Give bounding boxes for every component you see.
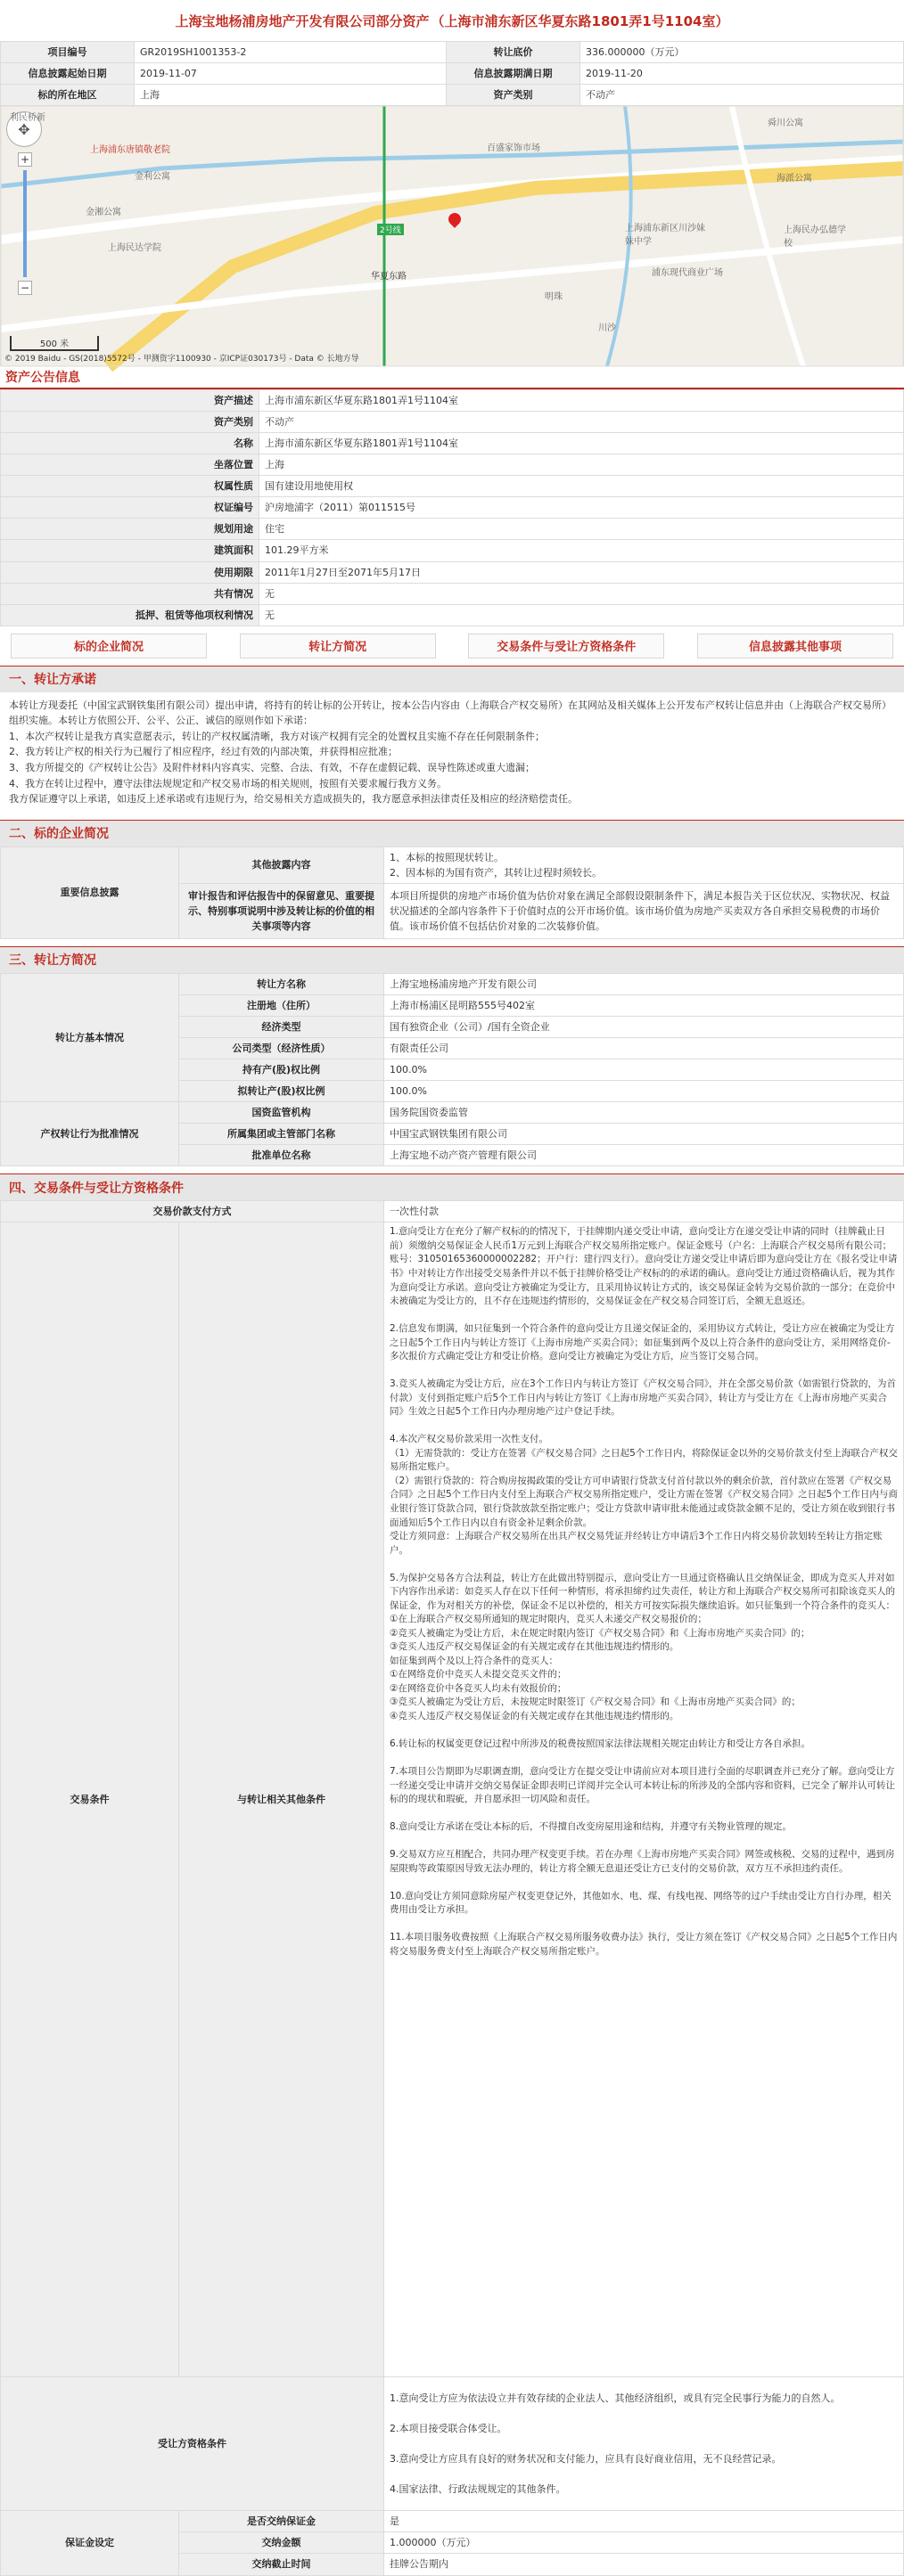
table-row [1,2511,904,2532]
table-row [1,846,904,883]
asset-field-value: 不动产 [259,412,904,433]
value-deposit-amount: 1.000000（万元） [384,2532,904,2554]
table-row [1,454,904,476]
transferor-field-value: 上海市杨浦区昆明路555号402室 [384,994,904,1016]
map-label: 金利公寓 [135,172,170,183]
label-trade-conditions: 交易条件 [1,1223,179,2377]
map-label: 利民桥新 [10,113,45,124]
asset-field-label: 共有情况 [1,583,259,604]
map-label: 金湘公寓 [86,208,121,218]
asset-info-table [0,389,904,626]
asset-section-title: 资产公告信息 [0,366,904,389]
table-row [1,433,904,454]
pan-control[interactable]: ✥ [6,111,42,147]
transferor-field-label: 注册地（住所） [179,994,384,1016]
label-region: 标的所在地区 [1,85,135,106]
table-row [1,85,904,106]
table-row [1,2377,904,2511]
map-label: 上海浦东新区川沙妹妹中学 [625,224,705,248]
value-base-price: 336.000000（万元） [580,42,904,63]
table-row [1,540,904,561]
transferor-field-value: 国有独资企业（公司）/国有全资企业 [384,1017,904,1038]
asset-field-value: 国有建设用地使用权 [259,476,904,497]
map-copyright: © 2019 Baidu - GS(2018)5572号 - 甲测资字1100930 - 京ICP证030173号 - Data © 长地方导 [4,355,359,364]
value-other-disclosure: 1、本标的按照现状转让。 2、因本标的为国有资产，其转让过程时须较长。 [384,846,904,883]
value-start-date: 2019-11-07 [135,63,447,85]
section-heading-conditions: 四、交易条件与受让方资格条件 [0,1174,904,1200]
value-audit-notes: 本项目所提供的房地产市场价值为估价对象在满足全部假设限制条件下，满足本报告关于区位状况、实物状况、权益状况描述的全部内容条件下于价值时点的公开市场价值。该市场价值为房地产买卖双方各自承担交易税费的市场价值。该市场价值不包括估价对象的二次装修价值。 [384,883,904,938]
asset-field-label: 坐落位置 [1,454,259,476]
map-label: 上海浦东唐镇敬老院 [90,145,170,156]
label-end-date: 信息披露期满日期 [447,63,580,85]
nav-tab-transferor[interactable]: 转让方简况 [240,634,436,658]
asset-field-value: 无 [259,604,904,626]
transferor-field-value: 国务院国资委监管 [384,1102,904,1124]
value-asset-type: 不动产 [580,85,904,106]
label-project-no: 项目编号 [1,42,135,63]
asset-field-label: 抵押、租赁等他项权利情况 [1,604,259,626]
table-row [1,604,904,626]
map-label: 2号线 [377,224,404,235]
title-address: （上海市浦东新区华夏东路1801弄1号1104室） [431,12,729,29]
promise-text: 本转让方现委托（中国宝武钢铁集团有限公司）提出申请，将持有的转让标的公开转让，按本公告内容由（上海联合产权交易所）在其网站及相关媒体上公开发布产权转让信息并由（上海联合产权交易所）组织实施。本转让方依照公开、公平、公正、诚信的原则作如下承诺： 1、本次产权转让是我方真实意愿表示，转让的产权权属清晰，我方对该产权拥有完全的处置权且实施不存在任何限制条件； 2、我方转让产权的相关行为已履行了相应程序，经过有效的内部决策，并获得相应批准； 3、我方所提交的《产权转让公告》及附件材料内容真实、完整、合法、有效，不存在虚假记载、误导性陈述或重大遗漏； 4、我方在转让过程中，遵守法律法规规定和产权交易市场的相关规则，按照有关要求履行我方义务。 我方保证遵守以上承诺，如违反上述承诺或有违规行为，给交易相关方造成损失的，我方愿意承担法律责任及相应的经济赔偿责任。 [9,699,892,806]
table-row [1,497,904,519]
asset-field-value: 2011年1月27日至2071年5月17日 [259,561,904,583]
transferor-field-label: 公司类型（经济性质） [179,1038,384,1059]
table-row [1,1102,904,1124]
map-label: 华夏东路 [371,272,407,282]
conditions-table [0,1200,904,2575]
label-buyer-qualification: 受让方资格条件 [1,2377,384,2511]
map-label: 舜川公寓 [768,119,803,129]
asset-field-value: 上海市浦东新区华夏东路1801弄1号1104室 [259,390,904,412]
map-label: 明珠 [545,292,563,303]
transferor-field-label: 批准单位名称 [179,1145,384,1166]
title-main: 上海宝地杨浦房地产开发有限公司部分资产 [175,12,430,29]
transferor-field-value: 中国宝武钢铁集团有限公司 [384,1124,904,1145]
label-asset-type: 资产类别 [447,85,580,106]
section-heading-promise: 一、转让方承诺 [0,666,904,692]
table-row [1,1223,904,2377]
transferor-field-value: 100.0% [384,1059,904,1081]
table-row [1,561,904,583]
transferor-field-label: 转让方名称 [179,973,384,994]
label-deposit: 保证金设定 [1,2511,179,2575]
asset-field-value: 住宅 [259,519,904,540]
map-label: 海派公寓 [777,174,812,184]
label-disclosure: 重要信息披露 [1,846,179,938]
section-heading-target: 二、标的企业简况 [0,820,904,846]
basic-info-table [0,41,904,106]
target-table [0,846,904,939]
table-row [1,42,904,63]
asset-field-value: 上海 [259,454,904,476]
zoom-slider[interactable] [23,170,27,277]
table-row [1,476,904,497]
location-map[interactable] [0,106,904,366]
table-row [1,519,904,540]
map-label: 上海民达学院 [108,243,161,254]
value-end-date: 2019-11-20 [580,63,904,85]
section-nav [0,634,904,658]
value-payment: 一次性付款 [384,1201,904,1223]
zoom-in-button[interactable]: + [18,152,32,167]
transferor-field-label: 持有产(股)权比例 [179,1059,384,1081]
label-other-conditions: 与转让相关其他条件 [179,1223,384,2377]
map-label: 浦东现代商业广场 [652,268,723,279]
asset-field-label: 建筑面积 [1,540,259,561]
table-row [1,412,904,433]
asset-field-value: 无 [259,583,904,604]
value-trade-conditions: 1.意向受让方在充分了解产权标的的情况下，于挂牌期内递交受让申请，意向受让方在递交受让申请的同时（挂牌截止日前）须缴纳交易保证金人民币1万元到上海联合产权交易所指定账户。保证金账号（户名：上海联合产权交易所有限公司；账号：31050165360000002282；开户行：建行四支行）。意向受让方递交受让申请后即为意向受让方在《报名受让申请书》中对转让方作出接受交易条件并以不低于挂牌价格受让产权标的的承诺的确认。意向受让方通过资格确认后，视为其作为意向受让方承诺。意向受让方被确定为受让方，且采用协议转让方式的，该交易保证金转为交易价款的一部分；在竞价中未被确定为受让方的，且不存在违规违约情形的，交易保证金在产权交易合同签订后，全额无息返还。 2.信息发布期满，如只征集到一个符合条件的意向受让方且递交保证金的，采用协议方式转让，受让方应在被确定为受让方之日起5个工作日内与转让方签订《上海市房地产买卖合同》；如征集到两个及以上符合条件的意向受让方，采用网络竞价-多次报价方式确定受让方和受让价格。意向受让方被确定为受让方后，应当签订交易合同。 3.竞买人被确定为受让方后，应在3个工作日内与转让方签订《产权交易合同》，并在全部交易价款（如需银行贷款的，为首付款）支付到指定账户后5个工作日内与转让方签订《上海市房地产买卖合同》，转让方与受让方在《上海市房地产买卖合同》生效之日起5个工作日内办理房地产过户登记手续。 4.本次产权交易价款采用一次性支付。 （1）无需贷款的：受让方在签署《产权交易合同》之日起5个工作日内，将除保证金以外的交易价款支付至上海联合产权交易所指定账户。 （2）需银行贷款的：符合购房按揭政策的受让方可申请银行贷款支付首付款以外的剩余价款，首付款应在签署《产权交易合同》之日起5个工作日内支付至上海联合产权交易所指定账户，受让方需在签署《产权交易合同》之日起5个工作日内与商业银行签订贷款合同，银行贷款放款至指定账户；受让方贷款申请审批未能通过或贷款金额不足的，受让方须在收到银行书面通知后5个工作日内以自有资金补足剩余价款。 受让方须同意：上海联合产权交易所在出具产权交易凭证并经转让方申请后3个工作日内将交易价款划转至转让方指定账户。 5.为保护交易各方合法利益，转让方在此做出特别提示，意向受让方一旦通过资格确认且交纳保证金，即成为竞买人并对如下内容作出承诺：如竞买人存在以下任何一种情形，将承担缔约过失责任，转让方和上海联合产权交易所可扣除该竞买人的保证金，作为对相关方的补偿，保证金不足以补偿的，相关方可按实际损失继续追诉。如只征集到一个符合条件的竞买人： ①在上海联合产权交易所通知的规定时限内，竞买人未递交产权交易报价的； ②竞买人被确定为受让方后，未在规定时限内签订《产权交易合同》和《上海市房地产买卖合同》的； ③竞买人违反产权交易保证金的有关规定或存在其他违规违约情形的。 如征集到两个及以上符合条件的竞买人： ①在网络竞价中竞买人未提交竞买文件的； ②在网络竞价中各竞买人均未有效报价的； ③竞买人被确定为受让方后，未按规定时限签订《产权交易合同》和《上海市房地产买卖合同》的； ④竞买人违反产权交易保证金的有关规定或存在其他违规违约情形的。 6.转让标的权属变更登记过程中所涉及的税费按照国家法律法规相关规定由转让方和受让方各自承担。 7.本项目公告期即为尽职调查期，意向受让方在提交受让申请前应对本项目进行全面的尽职调查并已充分了解。意向受让方一经递交受让申请并交纳交易保证金即表明已详阅并完全认可本转让标的所涉及的全部内容和资料，已完全了解并认可转让标的的现状和瑕疵，并自愿承担一切风险和责任。 8.意向受让方承诺在受让本标的后，不得擅自改变房屋用途和结构，并遵守有关物业管理的规定。 9.交易双方应互相配合，共同办理产权变更手续。若在办理《上海市房地产买卖合同》网签或核税、交易的过程中，遇到房屋限购等政策原因导致无法办理的，转让方将全额无息退还受让方已支付的交易价款，双方互不承担违约责任。 10.意向受让方须同意除房屋产权变更登记外，其他如水、电、煤、有线电视、网络等的过户手续由受让方自行办理，相关费用由受让方承担。 11.本项目服务收费按照《上海联合产权交易所服务收费办法》执行，受让方须在签订《产权交易合同》之日起5个工作日内将交易服务费支付至上海联合产权交易所指定账户。 [384,1223,904,2377]
nav-tab-target-company[interactable]: 标的企业简况 [11,634,207,658]
nav-tab-other-disclosure[interactable]: 信息披露其他事项 [697,634,893,658]
value-deposit-required: 是 [384,2511,904,2532]
asset-field-label: 权证编号 [1,497,259,519]
value-project-no: GR2019SH1001353-2 [135,42,447,63]
transferor-field-value: 100.0% [384,1081,904,1102]
nav-tab-trade-conditions[interactable]: 交易条件与受让方资格条件 [468,634,664,658]
label-payment: 交易价款支付方式 [1,1201,384,1223]
label-approval: 产权转让行为批准情况 [1,1102,179,1166]
value-buyer-qualification: 1.意向受让方应为依法设立并有效存续的企业法人、其他经济组织，或具有完全民事行为能力的自然人。 2.本项目接受联合体受让。 3.意向受让方应具有良好的财务状况和支付能力，应具有良好商业信用，无不良经营记录。 4.国家法律、行政法规规定的其他条件。 [384,2377,904,2511]
label-audit-notes: 审计报告和评估报告中的保留意见、重要提示、特别事项说明中涉及转让标的价值的相关事项等内容 [179,883,384,938]
transferor-field-value: 有限责任公司 [384,1038,904,1059]
transferor-field-label: 拟转让产(股)权比例 [179,1081,384,1102]
label-transferor-basic: 转让方基本情况 [1,973,179,1101]
transferor-field-value: 上海宝地不动产资产管理有限公司 [384,1145,904,1166]
table-row [1,973,904,994]
value-deposit-deadline: 挂牌公告期内 [384,2554,904,2575]
map-label: 百盛家饰市场 [487,143,540,154]
value-region: 上海 [135,85,447,106]
label-other-disclosure: 其他披露内容 [179,846,384,883]
zoom-out-button[interactable]: − [18,281,32,295]
asset-field-label: 权属性质 [1,476,259,497]
table-row [1,390,904,412]
asset-field-value: 上海市浦东新区华夏东路1801弄1号1104室 [259,433,904,454]
asset-field-value: 101.29平方米 [259,540,904,561]
table-row [1,63,904,85]
map-label: 上海民办弘德学校 [784,225,846,249]
asset-field-label: 名称 [1,433,259,454]
map-label: 川沙 [598,323,616,334]
asset-field-label: 规划用途 [1,519,259,540]
table-row [1,583,904,604]
transferor-field-label: 国资监管机构 [179,1102,384,1124]
transferor-field-label: 经济类型 [179,1017,384,1038]
label-deposit-deadline: 交纳截止时间 [179,2554,384,2575]
asset-field-label: 资产类别 [1,412,259,433]
transferor-table [0,973,904,1166]
transferor-field-value: 上海宝地杨浦房地产开发有限公司 [384,973,904,994]
asset-field-label: 使用期限 [1,561,259,583]
map-scale: 500 米 [10,336,99,351]
section-heading-transferor: 三、转让方简况 [0,946,904,973]
label-deposit-amount: 交纳金额 [179,2532,384,2554]
asset-field-value: 沪房地浦字（2011）第011515号 [259,497,904,519]
table-row [1,1201,904,1223]
page-title [0,0,904,41]
asset-field-label: 资产描述 [1,390,259,412]
label-start-date: 信息披露起始日期 [1,63,135,85]
transferor-field-label: 所属集团或主管部门名称 [179,1124,384,1145]
label-deposit-required: 是否交纳保证金 [179,2511,384,2532]
label-base-price: 转让底价 [447,42,580,63]
